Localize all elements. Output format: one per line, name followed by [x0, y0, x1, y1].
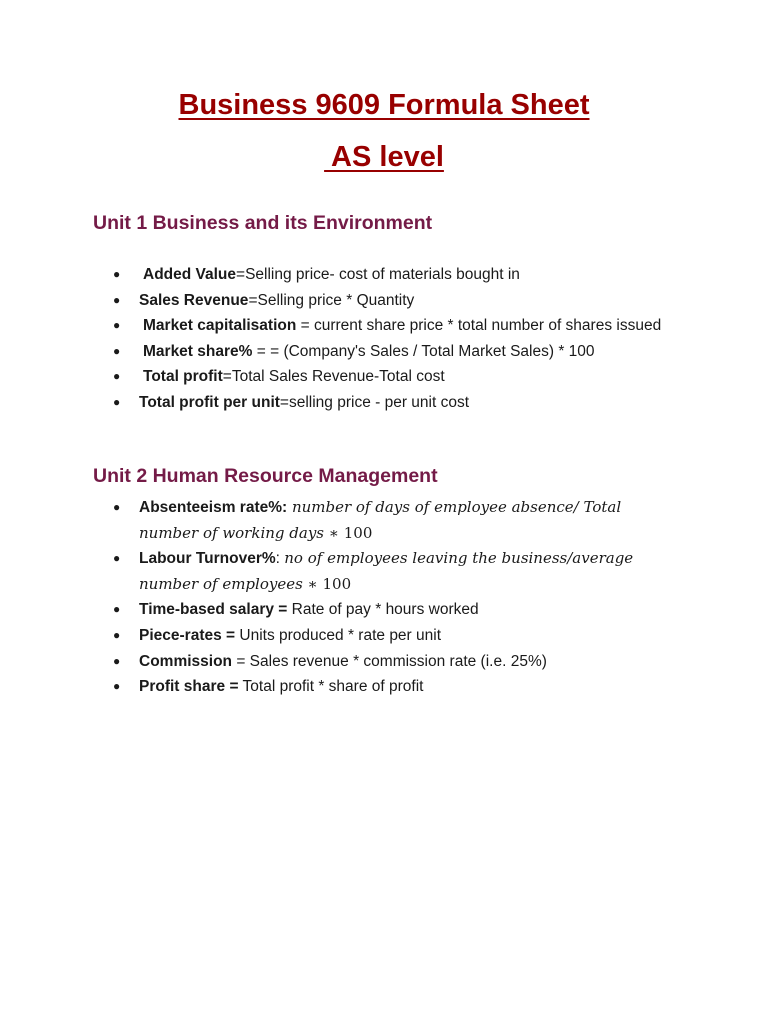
- formula-expression: =Selling price- cost of materials bought in: [236, 266, 520, 283]
- formula-expression: = current share price * total number of shares issued: [296, 317, 662, 335]
- bullet-icon: ●: [113, 653, 121, 668]
- formula-term: Commission: [139, 652, 233, 670]
- document-title: Business 9609 Formula Sheet: [178, 89, 590, 121]
- formula-term: Market share%: [143, 342, 253, 360]
- list-item: [0, 649, 768, 675]
- bullet-icon: ●: [113, 394, 121, 409]
- formula-expression: Rate of pay * hours worked: [287, 601, 479, 619]
- formula-multiplier: ∗ 100: [324, 523, 373, 542]
- list-item: [0, 623, 768, 649]
- formula-term: Sales Revenue: [139, 291, 249, 309]
- formula-expression: Total profit * share of profit: [238, 678, 424, 696]
- formula-expression: Units produced * rate per unit: [235, 626, 442, 644]
- unit2-formula-list: [0, 495, 768, 700]
- bullet-icon: ●: [113, 627, 121, 642]
- list-item: [0, 339, 768, 365]
- formula-term: Total profit per unit: [139, 393, 280, 411]
- formula-term: Piece-rates =: [139, 626, 236, 644]
- list-item: [0, 390, 768, 416]
- list-item: [0, 674, 768, 700]
- bullet-icon: ●: [113, 318, 121, 333]
- document-subtitle: AS level: [324, 141, 444, 173]
- formula-term: Time-based salary =: [139, 601, 288, 619]
- list-item: [0, 546, 768, 597]
- bullet-icon: ●: [113, 292, 121, 307]
- bullet-icon: ●: [113, 369, 121, 384]
- formula-expression: = Sales revenue * commission rate (i.e. 25%): [232, 652, 547, 670]
- formula-expression-italic: number of days of employee absence/ Total number of working days: [139, 498, 622, 542]
- list-item: [0, 364, 768, 390]
- bullet-icon: ●: [113, 267, 121, 281]
- formula-separator: :: [275, 550, 285, 568]
- bullet-icon: ●: [113, 500, 121, 514]
- formula-term: Labour Turnover%: [139, 550, 276, 568]
- formula-term: Market capitalisation: [143, 317, 297, 335]
- bullet-icon: ●: [113, 343, 121, 358]
- list-item: [0, 313, 768, 339]
- formula-term: Absenteeism rate%:: [139, 499, 288, 516]
- formula-expression: =selling price - per unit cost: [279, 393, 470, 411]
- formula-expression-italic: no of employees leaving the business/average number of employees: [139, 549, 634, 593]
- bullet-icon: ●: [113, 679, 121, 694]
- unit1-formula-list: [0, 262, 768, 416]
- list-item: [0, 597, 768, 623]
- unit2-heading: Unit 2 Human Resource Management: [93, 465, 438, 487]
- formula-term: Added Value: [143, 266, 237, 283]
- formula-expression: =Selling price * Quantity: [248, 291, 415, 309]
- bullet-icon: ●: [113, 551, 121, 566]
- list-item: [0, 262, 768, 288]
- list-item: [0, 495, 768, 546]
- formula-expression: = = (Company's Sales / Total Market Sales) * 100: [252, 342, 595, 360]
- bullet-icon: ●: [113, 602, 121, 617]
- unit1-heading: Unit 1 Business and its Environment: [93, 212, 433, 234]
- formula-term: Total profit: [143, 368, 223, 386]
- formula-multiplier: ∗ 100: [302, 574, 352, 593]
- formula-expression: =Total Sales Revenue-Total cost: [222, 368, 445, 386]
- formula-term: Profit share =: [139, 678, 239, 696]
- list-item: [0, 288, 768, 314]
